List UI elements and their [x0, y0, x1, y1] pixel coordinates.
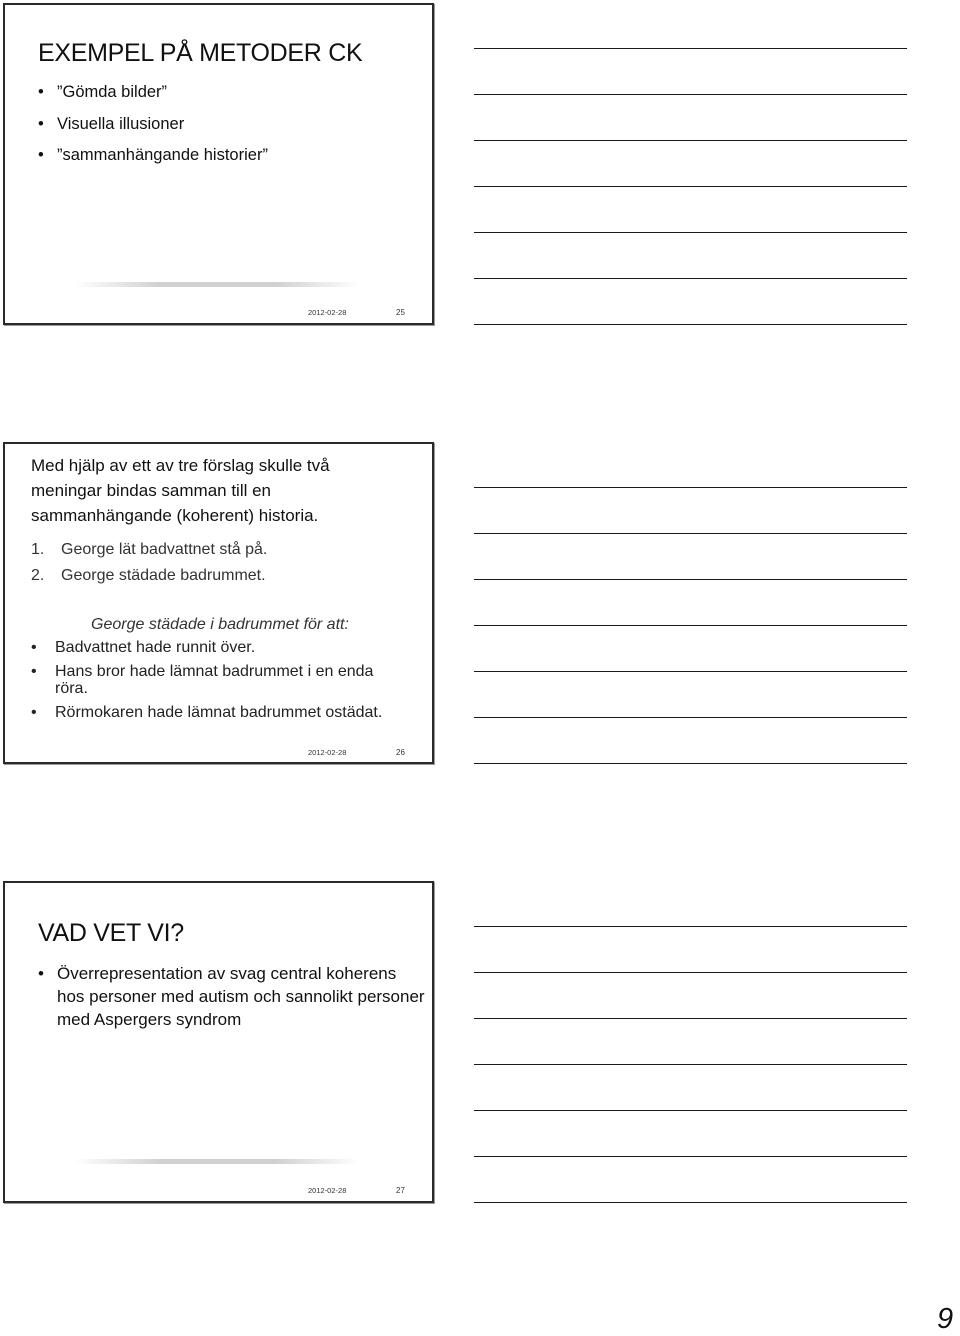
note-line — [474, 324, 907, 325]
bullet-line: med Aspergers syndrom — [57, 1010, 242, 1029]
note-line — [474, 48, 907, 49]
bullet-line: • Rörmokaren hade lämnat badrummet ostädat. — [55, 704, 383, 721]
note-line — [474, 972, 907, 973]
note-line — [474, 186, 907, 187]
decorative-shadow-line — [75, 282, 360, 287]
slide-date: 2012-02-28 — [308, 308, 347, 317]
note-line — [474, 232, 907, 233]
slide-intro-text — [31, 453, 330, 528]
bullet-item — [38, 962, 425, 1031]
slide-date: 2012-02-28 — [308, 748, 347, 757]
note-line — [474, 717, 907, 718]
bullet-item — [31, 704, 382, 721]
note-line — [474, 671, 907, 672]
lead-question: George städade i badrummet för att: — [91, 616, 349, 633]
bullet-item: • Visuella illusioner — [38, 115, 268, 147]
page-number: 9 — [937, 1303, 954, 1335]
bullet-list — [38, 962, 425, 1031]
bullet-line: • Hans bror hade lämnat badrummet i en enda — [55, 663, 374, 680]
slide-title: VAD VET VI? — [38, 919, 184, 947]
bullet-list — [38, 83, 268, 178]
note-line — [474, 140, 907, 141]
bullet-item: • ”sammanhängande historier” — [38, 146, 268, 178]
note-line — [474, 1202, 907, 1203]
intro-line: Med hjälp av ett av tre förslag skulle två — [31, 456, 330, 475]
slide-title: EXEMPEL PÅ METODER CK — [38, 39, 363, 67]
bullet-line: • Badvattnet hade runnit över. — [55, 639, 256, 656]
bullet-line: röra. — [55, 680, 88, 697]
item-number: 2. — [31, 567, 45, 584]
slide-27 — [3, 881, 434, 1203]
slide-number: 27 — [396, 1186, 405, 1195]
decorative-shadow-line — [75, 1159, 360, 1164]
bullet-line: • Överrepresentation av svag central koherens — [57, 964, 397, 983]
note-line — [474, 763, 907, 764]
item-text: George lät badvattnet stå på. — [61, 541, 268, 558]
numbered-list — [31, 541, 267, 593]
note-line — [474, 1110, 907, 1111]
note-line — [474, 1064, 907, 1065]
slide-25 — [3, 3, 434, 325]
intro-line: meningar bindas samman till en — [31, 481, 272, 500]
slide-date: 2012-02-28 — [308, 1186, 347, 1195]
numbered-item — [31, 541, 267, 567]
note-line — [474, 94, 907, 95]
bullet-item — [31, 639, 382, 656]
item-number: 1. — [31, 541, 45, 558]
note-line — [474, 278, 907, 279]
item-text: George städade badrummet. — [61, 567, 266, 584]
bullet-list — [31, 639, 382, 728]
intro-line: sammanhängande (koherent) historia. — [31, 506, 319, 525]
note-line — [474, 533, 907, 534]
numbered-item — [31, 567, 267, 593]
note-line — [474, 926, 907, 927]
slide-number: 26 — [396, 748, 405, 757]
note-line — [474, 625, 907, 626]
bullet-item — [31, 663, 382, 697]
note-line — [474, 487, 907, 488]
note-line — [474, 1156, 907, 1157]
slide-26 — [3, 442, 434, 764]
bullet-line: hos personer med autism och sannolikt personer — [57, 987, 425, 1006]
note-line — [474, 1018, 907, 1019]
slide-number: 25 — [396, 308, 405, 317]
bullet-item: • ”Gömda bilder” — [38, 83, 268, 115]
note-line — [474, 579, 907, 580]
